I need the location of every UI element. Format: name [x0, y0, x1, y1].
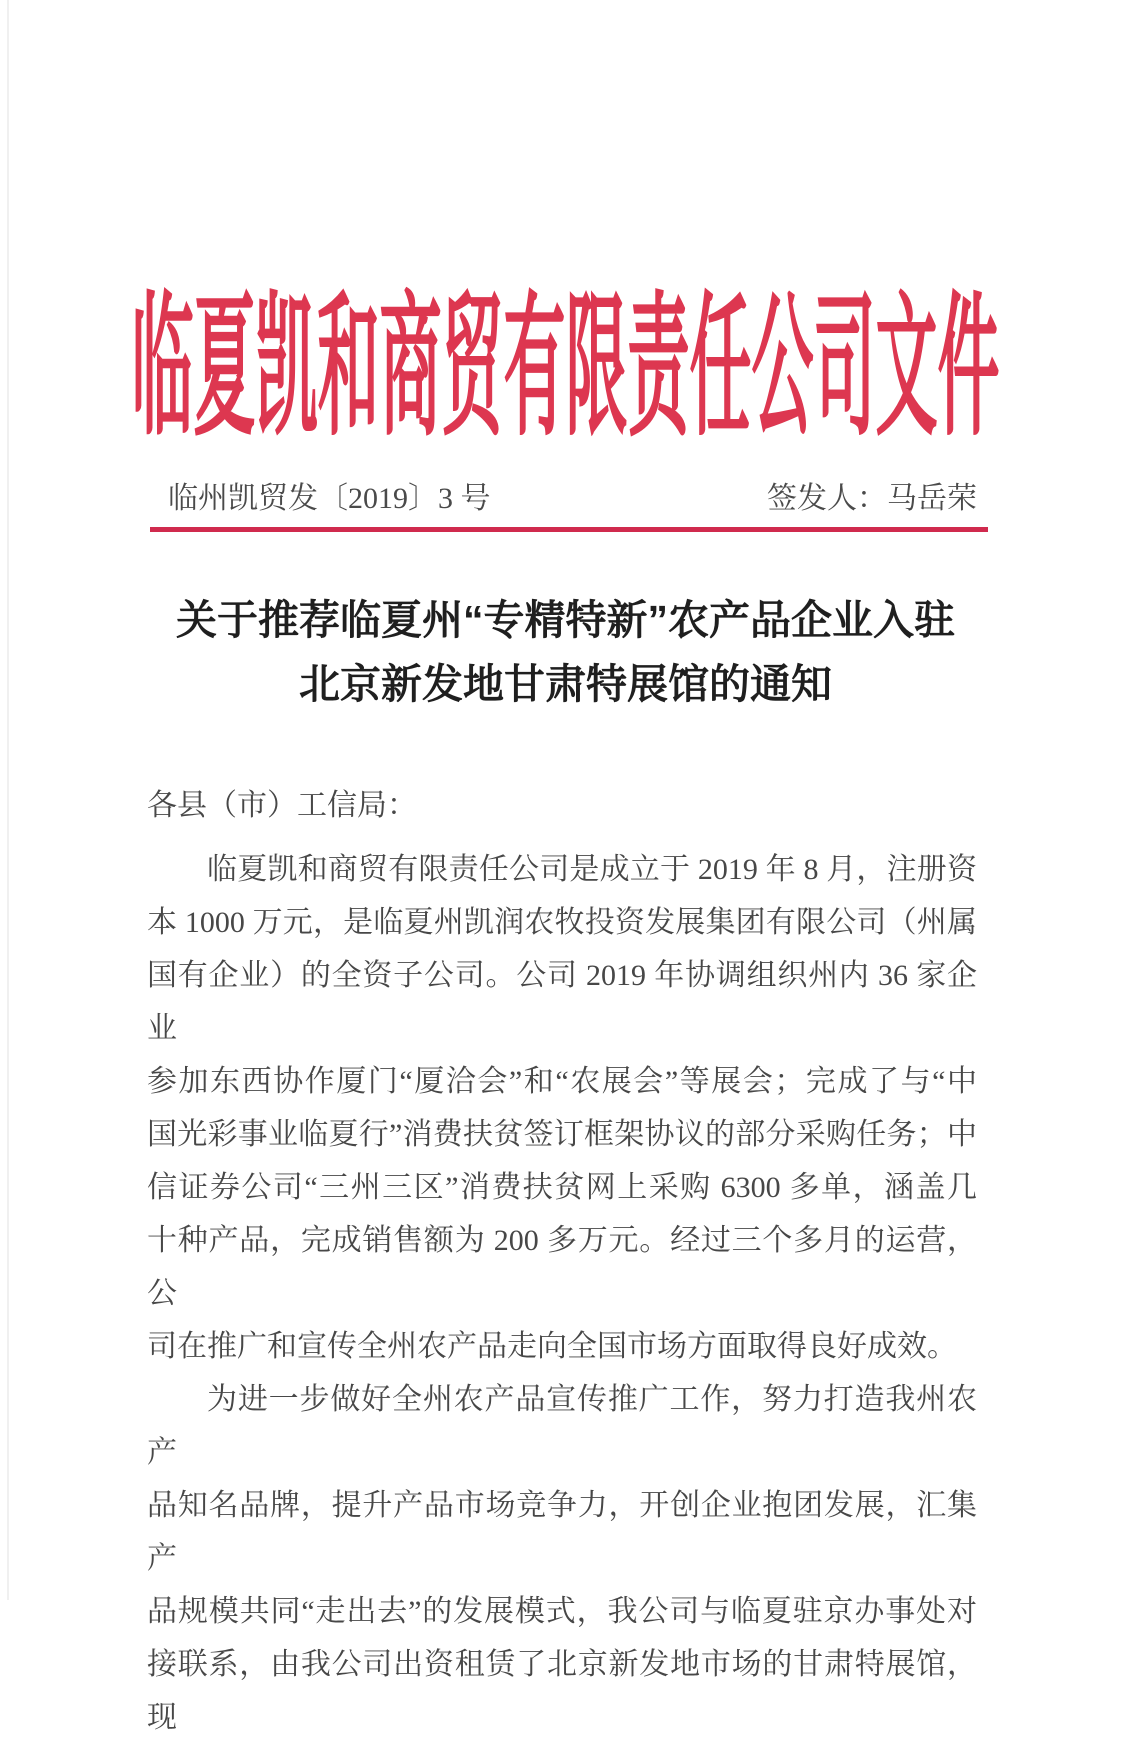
doc-number: 临州凯贸发〔2019〕3 号 [168, 482, 491, 515]
paragraph-2 [147, 1373, 977, 1744]
body-line: 品规模共同“走出去”的发展模式，我公司与临夏驻京办事处对 [147, 1595, 977, 1628]
body-line: 信证券公司“三州三区”消费扶贫网上采购 6300 多单，涵盖几 [147, 1171, 977, 1204]
body-line: 国有企业）的全资子公司。公司 2019 年协调组织州内 36 家企业 [147, 959, 977, 1045]
paragraph-1 [147, 843, 977, 1373]
body-line: 司在推广和宣传全州农产品走向全国市场方面取得良好成效。 [147, 1330, 957, 1363]
body-line: 本 1000 万元，是临夏州凯润农牧投资发展集团有限公司（州属 [147, 906, 977, 939]
issuer-name: 签发人：马岳荣 [767, 482, 977, 515]
body-line: 十种产品，完成销售额为 200 多万元。经过三个多月的运营，公 [147, 1224, 977, 1310]
masthead [0, 243, 1131, 456]
document-body [147, 779, 977, 1744]
masthead-title: 临夏凯和商贸有限责任公司文件 [131, 285, 1000, 456]
doc-meta-row [168, 481, 977, 517]
body-line: 接联系，由我公司出资租赁了北京新发地市场的甘肃特展馆，现 [147, 1648, 977, 1734]
subject-title-line-1: 关于推荐临夏州“专精特新”农产品企业入驻 [176, 597, 955, 643]
salutation: 各县（市）工信局： [147, 789, 417, 822]
body-line: 品知名品牌，提升产品市场竞争力，开创企业抱团发展，汇集产 [147, 1489, 977, 1575]
subject-title [0, 588, 1131, 716]
body-line: 临夏凯和商贸有限责任公司是成立于 2019 年 8 月，注册资 [207, 853, 977, 886]
red-divider-rule [150, 527, 988, 532]
body-line: 为进一步做好全州农产品宣传推广工作，努力打造我州农产 [147, 1383, 977, 1469]
scan-edge-artifact [7, 0, 9, 1600]
body-line: 国光彩事业临夏行”消费扶贫签订框架协议的部分采购任务；中 [147, 1118, 977, 1151]
subject-title-line-2: 北京新发地甘肃特展馆的通知 [299, 661, 832, 707]
body-line: 参加东西协作厦门“厦洽会”和“农展会”等展会；完成了与“中 [147, 1065, 977, 1098]
